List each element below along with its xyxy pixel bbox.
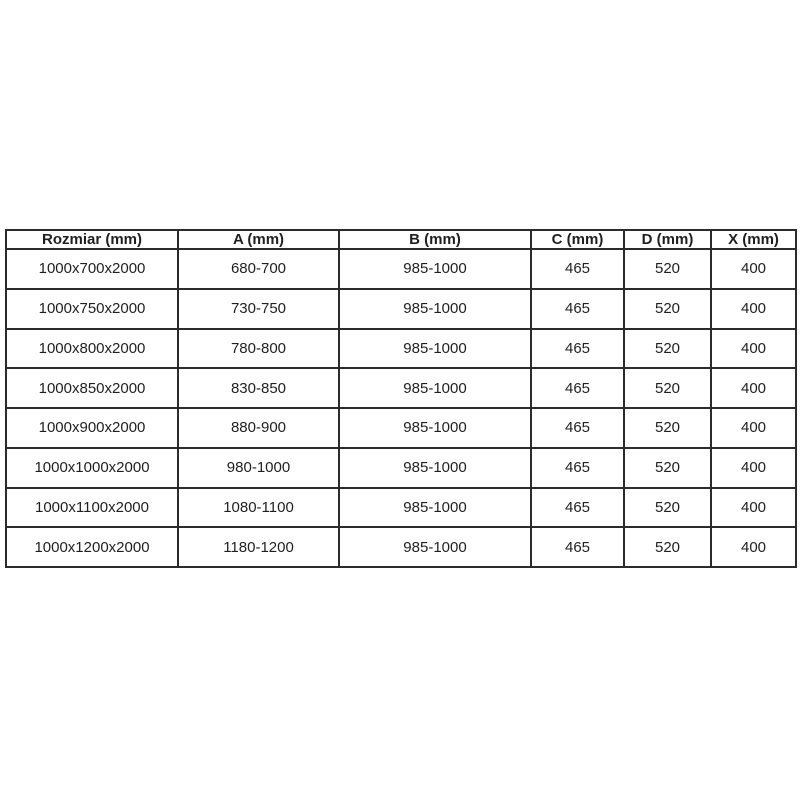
table-cell: 520 [624,368,711,408]
table-cell: 465 [531,408,624,448]
table-cell: 465 [531,488,624,528]
table-cell: 520 [624,448,711,488]
table-cell: 400 [711,329,796,369]
table-cell: 985-1000 [339,448,531,488]
table-cell: 1000x1100x2000 [6,488,178,528]
table-cell: 400 [711,368,796,408]
table-body [6,249,796,567]
column-header-x: X (mm) [711,230,796,249]
table-cell: 730-750 [178,289,339,329]
table-cell: 465 [531,289,624,329]
table-cell: 400 [711,249,796,289]
table-cell: 465 [531,329,624,369]
table-cell: 985-1000 [339,488,531,528]
table-cell: 985-1000 [339,368,531,408]
table-cell: 1080-1100 [178,488,339,528]
table-cell: 520 [624,527,711,567]
table-cell: 1000x700x2000 [6,249,178,289]
table-cell: 985-1000 [339,289,531,329]
table-cell: 465 [531,249,624,289]
table-header-row [6,230,796,249]
table-cell: 400 [711,448,796,488]
column-header-d: D (mm) [624,230,711,249]
table-cell: 980-1000 [178,448,339,488]
table-cell: 400 [711,488,796,528]
table-cell: 465 [531,527,624,567]
column-header-rozmiar: Rozmiar (mm) [6,230,178,249]
table-cell: 880-900 [178,408,339,448]
table-cell: 1000x750x2000 [6,289,178,329]
table-cell: 465 [531,448,624,488]
table-cell: 985-1000 [339,527,531,567]
table-cell: 400 [711,527,796,567]
table-cell: 400 [711,408,796,448]
table-row [6,249,796,289]
table-cell: 985-1000 [339,329,531,369]
table-row [6,289,796,329]
table-cell: 520 [624,289,711,329]
table-row [6,408,796,448]
table-cell: 1000x900x2000 [6,408,178,448]
table-cell: 1000x1000x2000 [6,448,178,488]
table-cell: 830-850 [178,368,339,408]
table-cell: 1000x850x2000 [6,368,178,408]
table-cell: 520 [624,408,711,448]
table-cell: 465 [531,368,624,408]
table-row [6,368,796,408]
table-cell: 1000x1200x2000 [6,527,178,567]
table-cell: 520 [624,329,711,369]
table-row [6,448,796,488]
column-header-c: C (mm) [531,230,624,249]
table-cell: 400 [711,289,796,329]
table-cell: 985-1000 [339,408,531,448]
table-cell: 520 [624,488,711,528]
table-cell: 520 [624,249,711,289]
size-specification-table [5,229,797,568]
table-cell: 680-700 [178,249,339,289]
table-cell: 1180-1200 [178,527,339,567]
table-row [6,329,796,369]
column-header-b: B (mm) [339,230,531,249]
table-cell: 1000x800x2000 [6,329,178,369]
table-cell: 780-800 [178,329,339,369]
table-row [6,488,796,528]
column-header-a: A (mm) [178,230,339,249]
table-row [6,527,796,567]
table-cell: 985-1000 [339,249,531,289]
